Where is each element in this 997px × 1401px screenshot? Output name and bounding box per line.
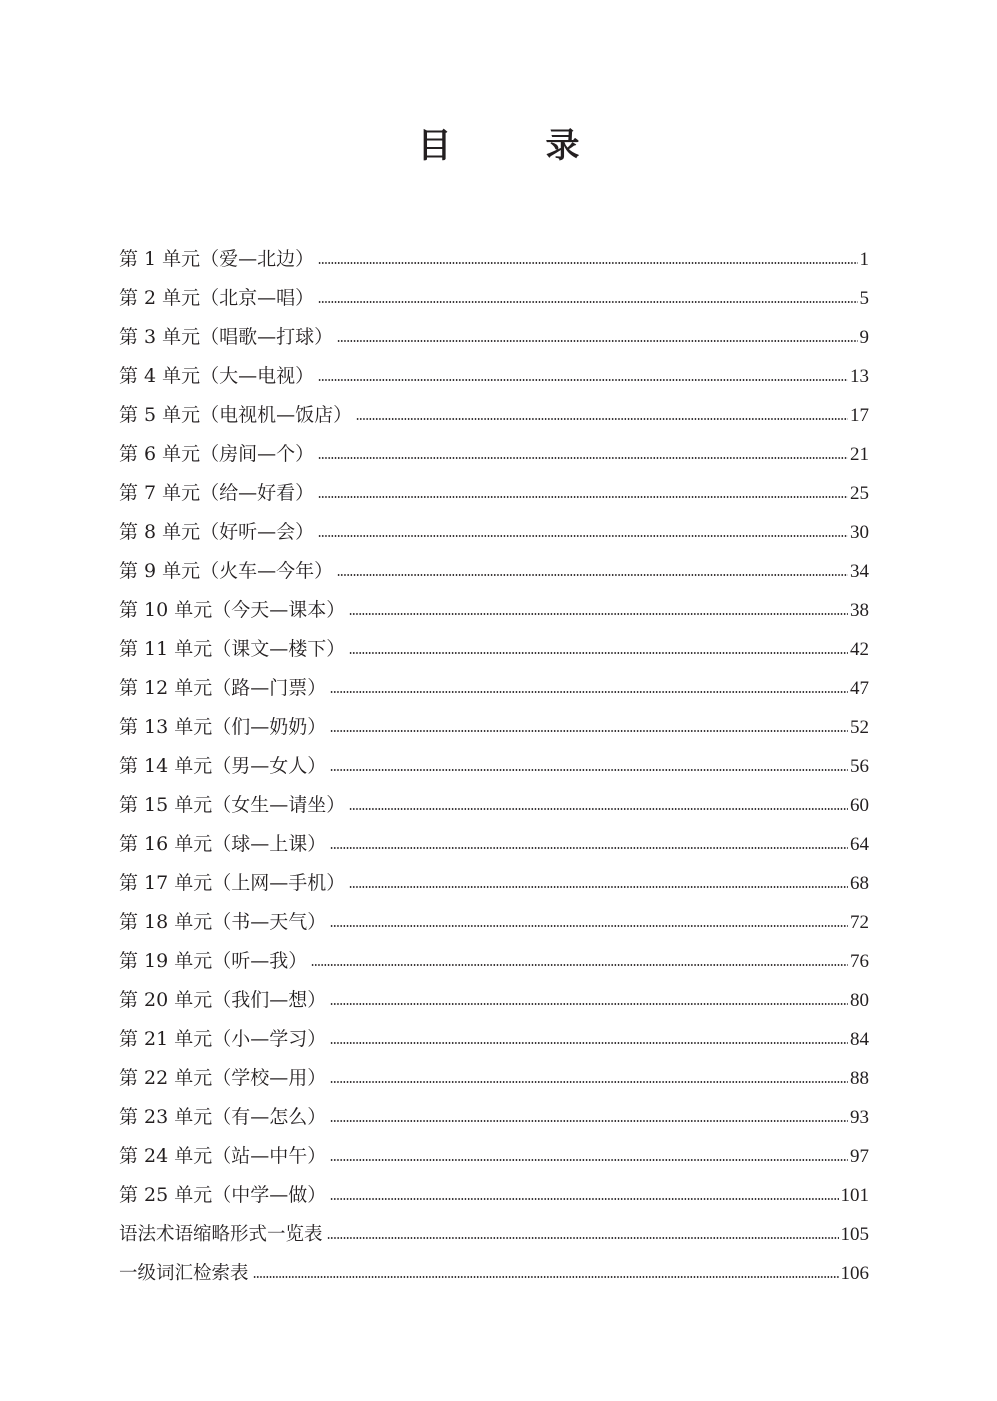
toc-leader-dots [349, 652, 848, 654]
toc-entry-unit-13[interactable] [119, 708, 869, 747]
toc-entry-unit-11[interactable] [119, 630, 869, 669]
toc-page-number: 84 [850, 1029, 869, 1050]
toc-entry-label: 第 19 单元（听—我） [119, 950, 308, 972]
toc-entry-label: 第 9 单元（火车—今年） [119, 560, 334, 582]
toc-entry-label: 第 5 单元（电视机—饭店） [119, 404, 353, 426]
toc-entry-label: 第 15 单元（女生—请坐） [119, 794, 346, 816]
toc-entry-unit-9[interactable] [119, 552, 869, 591]
toc-page-number: 105 [840, 1224, 869, 1245]
toc-leader-dots [330, 1081, 848, 1083]
toc-entry-unit-3[interactable] [119, 318, 869, 357]
toc-page-number: 38 [850, 600, 869, 621]
toc-entry-unit-15[interactable] [119, 786, 869, 825]
toc-leader-dots [318, 496, 848, 498]
toc-entry-unit-4[interactable] [119, 357, 869, 396]
toc-entry-label: 第 16 单元（球—上课） [119, 833, 327, 855]
toc-leader-dots [330, 1003, 848, 1005]
toc-leader-dots [330, 769, 848, 771]
toc-entry-unit-14[interactable] [119, 747, 869, 786]
toc-entry-unit-6[interactable] [119, 435, 869, 474]
toc-page-number: 34 [850, 561, 869, 582]
toc-entry-label: 第 3 单元（唱歌—打球） [119, 326, 334, 348]
toc-page-number: 60 [850, 795, 869, 816]
toc-page-number: 13 [850, 366, 869, 387]
toc-entry-label: 第 4 单元（大—电视） [119, 365, 315, 387]
toc-leader-dots [318, 301, 857, 303]
toc-entry-unit-16[interactable] [119, 825, 869, 864]
toc-entry-label: 第 23 单元（有—怎么） [119, 1106, 327, 1128]
toc-entry-unit-22[interactable] [119, 1059, 869, 1098]
toc-entry-grammar-terms[interactable] [119, 1215, 869, 1254]
toc-leader-dots [330, 730, 848, 732]
toc-leader-dots [356, 418, 848, 420]
toc-page-number: 56 [850, 756, 869, 777]
toc-entry-label: 第 18 单元（书—天气） [119, 911, 327, 933]
toc-entry-unit-12[interactable] [119, 669, 869, 708]
toc-entry-label: 第 1 单元（爱—北边） [119, 248, 315, 270]
toc-page-number: 9 [859, 327, 869, 348]
toc-page-number: 42 [850, 639, 869, 660]
toc-entry-label: 一级词汇检索表 [119, 1263, 249, 1284]
toc-leader-dots [318, 457, 848, 459]
toc-entry-vocabulary-index[interactable] [119, 1254, 869, 1293]
toc-entry-unit-2[interactable] [119, 279, 869, 318]
toc-entry-unit-24[interactable] [119, 1137, 869, 1176]
toc-leader-dots [318, 262, 857, 264]
toc-page-number: 21 [850, 444, 869, 465]
toc-leader-dots [330, 925, 848, 927]
toc-leader-dots [337, 340, 857, 342]
toc-entry-label: 第 13 单元（们—奶奶） [119, 716, 327, 738]
toc-leader-dots [349, 808, 848, 810]
toc-entry-label: 第 20 单元（我们—想） [119, 989, 327, 1011]
toc-page-number: 1 [859, 249, 869, 270]
toc-page-number: 47 [850, 678, 869, 699]
toc-entry-unit-17[interactable] [119, 864, 869, 903]
toc-page-number: 106 [840, 1263, 869, 1284]
toc-entry-unit-18[interactable] [119, 903, 869, 942]
toc-entry-label: 语法术语缩略形式一览表 [119, 1224, 323, 1245]
toc-page-number: 101 [840, 1185, 869, 1206]
toc-leader-dots [327, 1237, 839, 1239]
toc-leader-dots [253, 1276, 839, 1278]
toc-entry-unit-7[interactable] [119, 474, 869, 513]
toc-page-number: 80 [850, 990, 869, 1011]
toc-entry-unit-19[interactable] [119, 942, 869, 981]
toc-page-number: 30 [850, 522, 869, 543]
toc-entry-label: 第 10 单元（今天—课本） [119, 599, 346, 621]
toc-entry-label: 第 22 单元（学校—用） [119, 1067, 327, 1089]
toc-leader-dots [318, 535, 848, 537]
toc-entry-unit-1[interactable] [119, 240, 869, 279]
toc-entry-label: 第 24 单元（站—中午） [119, 1145, 327, 1167]
toc-page-number: 97 [850, 1146, 869, 1167]
toc-entry-unit-8[interactable] [119, 513, 869, 552]
toc-entry-unit-20[interactable] [119, 981, 869, 1020]
toc-entry-unit-23[interactable] [119, 1098, 869, 1137]
toc-leader-dots [330, 1198, 838, 1200]
toc-page-number: 72 [850, 912, 869, 933]
toc-entry-unit-21[interactable] [119, 1020, 869, 1059]
page-title: 目 录 [417, 126, 610, 166]
toc-leader-dots [349, 613, 848, 615]
table-of-contents [119, 240, 869, 1293]
toc-page-number: 64 [850, 834, 869, 855]
toc-page-number: 17 [850, 405, 869, 426]
toc-entry-label: 第 11 单元（课文—楼下） [119, 638, 346, 660]
toc-entry-label: 第 21 单元（小—学习） [119, 1028, 327, 1050]
toc-entry-label: 第 8 单元（好听—会） [119, 521, 315, 543]
toc-entry-label: 第 17 单元（上网—手机） [119, 872, 346, 894]
toc-entry-unit-10[interactable] [119, 591, 869, 630]
toc-page-number: 88 [850, 1068, 869, 1089]
toc-leader-dots [330, 1120, 848, 1122]
toc-entry-label: 第 2 单元（北京—唱） [119, 287, 315, 309]
toc-leader-dots [311, 964, 848, 966]
toc-page-number: 93 [850, 1107, 869, 1128]
toc-page-number: 52 [850, 717, 869, 738]
toc-entry-unit-5[interactable] [119, 396, 869, 435]
toc-leader-dots [337, 574, 848, 576]
toc-entry-label: 第 25 单元（中学—做） [119, 1184, 327, 1206]
toc-entry-label: 第 7 单元（给—好看） [119, 482, 315, 504]
toc-page-number: 76 [850, 951, 869, 972]
toc-page-number: 25 [850, 483, 869, 504]
toc-leader-dots [349, 886, 848, 888]
toc-leader-dots [330, 847, 848, 849]
toc-entry-unit-25[interactable] [119, 1176, 869, 1215]
toc-page-number: 5 [859, 288, 869, 309]
toc-entry-label: 第 12 单元（路—门票） [119, 677, 327, 699]
toc-leader-dots [330, 1159, 848, 1161]
toc-leader-dots [330, 1042, 848, 1044]
toc-page-number: 68 [850, 873, 869, 894]
toc-entry-label: 第 14 单元（男—女人） [119, 755, 327, 777]
toc-leader-dots [330, 691, 848, 693]
toc-entry-label: 第 6 单元（房间—个） [119, 443, 315, 465]
toc-leader-dots [318, 379, 848, 381]
